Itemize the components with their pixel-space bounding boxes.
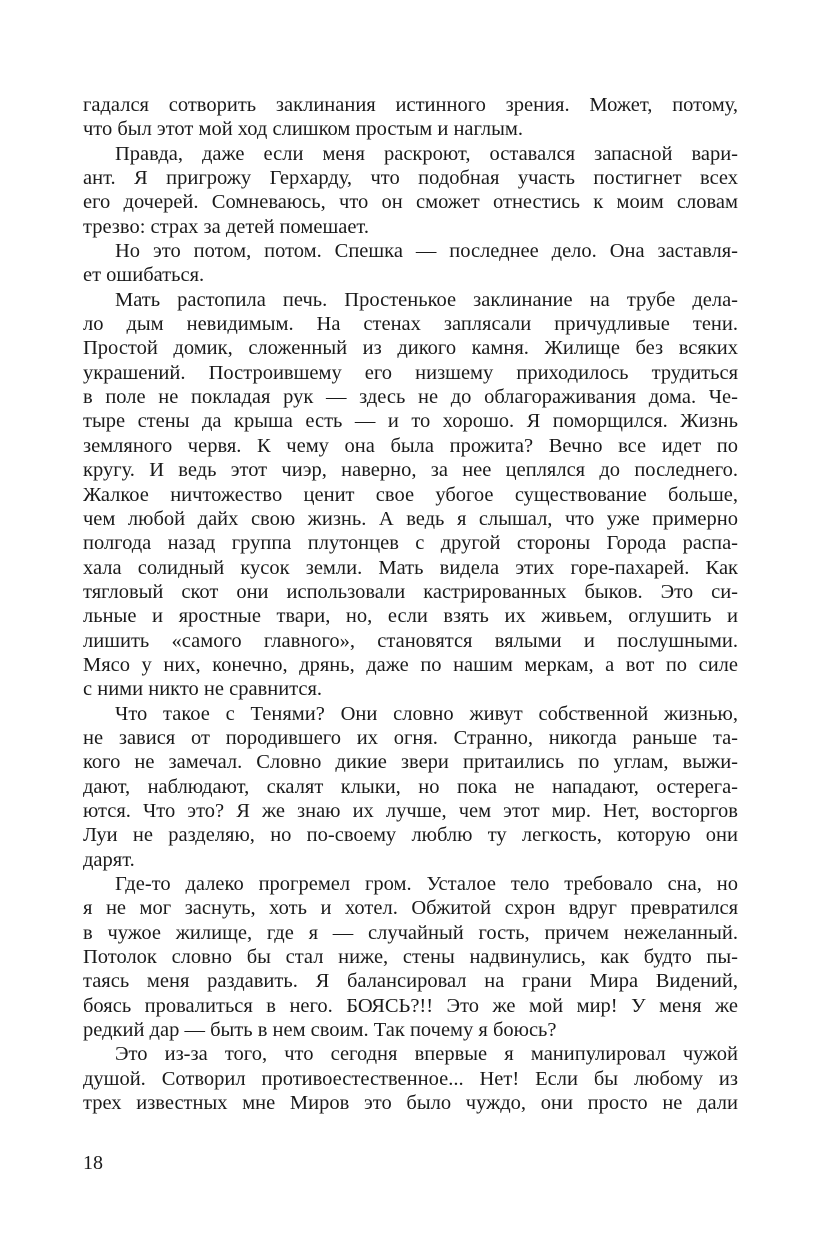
text-line: с ними никто не сравнится. xyxy=(83,678,323,701)
text-line: украшений. Построившему его низшему приходилось трудиться xyxy=(83,361,738,384)
text-line: земляного червя. К чему она была прожита? Вечно все идет по xyxy=(83,434,738,457)
text-line: Луи не разделяю, но по-своему люблю ту легкость, которую они xyxy=(83,824,738,847)
text-line: Где-то далеко прогремел гром. Усталое тело требовало сна, но xyxy=(115,873,738,895)
text-line: тягловый скот они использовали кастрированных быков. Это си- xyxy=(83,580,738,603)
text-line: полгода назад группа плутонцев с другой стороны Города распа- xyxy=(83,532,738,555)
text-line: кругу. И ведь этот чиэр, наверно, за нее цеплялся до последнего. xyxy=(83,459,738,482)
text-line: я не мог заснуть, хоть и хотел. Обжитой схрон вдруг превратился xyxy=(83,897,738,920)
text-line: душой. Сотворил противоестественное... Нет! Если бы любому из xyxy=(83,1067,738,1090)
text-line: Правда, даже если меня раскроют, оставался запасной вари- xyxy=(115,142,738,165)
text-line: ются. Что это? Я же знаю их лучше, чем этот мир. Нет, восторгов xyxy=(83,799,738,822)
page-number: 18 xyxy=(83,1152,103,1174)
text-line: кого не замечал. Словно дикие звери притаились по углам, выжи- xyxy=(83,751,738,774)
text-line: что был этот мой ход слишком простым и наглым. xyxy=(83,118,523,141)
text-line: в поле не покладая рук — здесь не до облагораживания дома. Че- xyxy=(83,386,738,409)
text-line: Простой домик, сложенный из дикого камня. Жилище без всяких xyxy=(83,337,738,360)
text-line: тыре стены да крыша есть — и то хорошо. Я поморщился. Жизнь xyxy=(83,410,738,433)
text-line: боясь провалиться в него. БОЯСЬ?!! Это же мой мир! У меня же xyxy=(83,994,738,1017)
text-line: Потолок словно бы стал ниже, стены надвинулись, как будто пы- xyxy=(83,946,738,969)
text-line: ант. Я пригрожу Герхарду, что подобная участь постигнет всех xyxy=(83,167,738,190)
text-line: ло дым невидимым. На стенах заплясали причудливые тени. xyxy=(83,313,738,336)
text-line: Это из-за того, что сегодня впервые я манипулировал чужой xyxy=(115,1043,738,1066)
text-line: Мать растопила печь. Простенькое заклинание на трубе дела- xyxy=(115,288,738,311)
text-line: не завися от породившего их огня. Странно, никогда раньше та- xyxy=(83,726,738,749)
text-line: ет ошибаться. xyxy=(83,264,205,287)
text-line: трезво: страх за детей помешает. xyxy=(83,215,369,238)
text-line: Жалкое ничтожество ценит свое убогое существование больше, xyxy=(83,483,738,506)
text-line: чем любой дайх свою жизнь. А ведь я слышал, что уже примерно xyxy=(83,507,738,530)
text-line: дают, наблюдают, скалят клыки, но пока не нападают, остерега- xyxy=(83,775,738,798)
text-line: льные и яростные твари, но, если взять их живьем, оглушить и xyxy=(83,605,738,628)
text-line: трех известных мне Миров это было чуждо, они просто не дали xyxy=(83,1092,738,1115)
text-line: его дочерей. Сомневаюсь, что он сможет отнестись к моим словам xyxy=(83,191,738,214)
text-line: дарят. xyxy=(83,848,135,871)
text-line: Но это потом, потом. Спешка — последнее дело. Она заставля- xyxy=(115,240,738,263)
text-line: хала солидный кусок земли. Мать видела этих горе-пахарей. Как xyxy=(83,556,738,579)
body-text xyxy=(83,93,738,1115)
text-line: в чужое жилище, где я — случайный гость, причем нежеланный. xyxy=(83,921,738,944)
text-line: редкий дар — быть в нем своим. Так почему я боюсь? xyxy=(83,1019,557,1042)
text-line: лишить «самого главного», становятся вялыми и послушными. xyxy=(83,629,738,652)
text-line: гадался сотворить заклинания истинного зрения. Может, потому, xyxy=(83,94,738,116)
text-line: Мясо у них, конечно, дрянь, даже по нашим меркам, а вот по силе xyxy=(83,653,738,676)
text-line: Что такое с Тенями? Они словно живут собственной жизнью, xyxy=(115,702,738,725)
text-line: таясь меня раздавить. Я балансировал на грани Мира Видений, xyxy=(83,970,738,993)
